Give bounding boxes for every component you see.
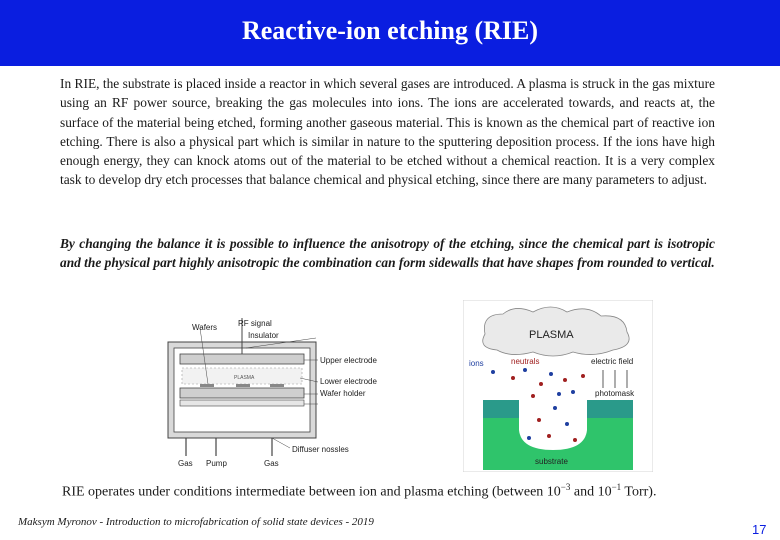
neutrals-label: neutrals [511, 357, 540, 366]
insulator-label: Insulator [248, 331, 279, 340]
lower-electrode [180, 388, 304, 398]
rf-signal-label: RF signal [238, 319, 272, 328]
photomask-label: photomask [595, 389, 635, 398]
wafer [270, 384, 284, 387]
substrate-label: substrate [535, 457, 568, 466]
intro-paragraph: In RIE, the substrate is placed inside a reactor in which several gases are introduced. A plasma is struck in the gas mixture using an RF power source, breaking the gas molecules into ions. The ions are accelerated towards, and reacts at, the surface of the material being etched, forming another gaseous material. This is known as the chemical part of reactive ion etching. There is also a physical part which is similar in nature to the sputtering deposition process. If the ions have high enough energy, they can knock atoms out of the material to be etched without a chemical reaction. It is a very complex task to develop dry etch processes that balance chemical and physical etching, since there are many parameters to adjust. [60, 76, 715, 188]
photomask-right [587, 400, 633, 418]
plasma-label: PLASMA [529, 329, 574, 341]
upper-electrode-label: Upper electrode [320, 356, 377, 365]
wafer [200, 384, 214, 387]
rie-reactor-diagram [160, 318, 410, 470]
wafer [236, 384, 250, 387]
wafer-holder-label: Wafer holder [320, 389, 366, 398]
upper-electrode [180, 354, 304, 364]
wafer-holder [180, 400, 304, 406]
gas-left-label: Gas [178, 459, 193, 468]
lower-electrode-label: Lower electrode [320, 377, 377, 386]
electric-field-label: electric field [591, 357, 634, 366]
pressure-caption: RIE operates under conditions intermediate between ion and plasma etching (between $10^{-3}$ and $10^{-1}$ Torr). [62, 482, 657, 500]
etch-trench [519, 400, 587, 450]
gas-right-label: Gas [264, 459, 279, 468]
ions-label: ions [469, 359, 484, 368]
footer-credit: Maksym Myronov - Introduction to microfabrication of solid state devices - 2019 [18, 516, 374, 528]
etch-profile-diagram [463, 300, 653, 472]
anisotropy-paragraph: By changing the balance it is possible to influence the anisotropy of the etching, since the chemical part is isotropic and the physical part highly anisotropic the combination can form sidewalls that have shapes from rounded to vertical. [60, 236, 715, 271]
photomask-left [483, 400, 519, 418]
diffuser-label: Diffuser nossles [292, 445, 349, 454]
slide-title: Reactive-ion etching (RIE) [241, 16, 539, 45]
reactor-plasma-label: PLASMA [234, 375, 255, 381]
wafers-label: Wafers [192, 323, 218, 332]
pump-label: Pump [206, 459, 227, 468]
page-number: 17 [752, 522, 767, 537]
